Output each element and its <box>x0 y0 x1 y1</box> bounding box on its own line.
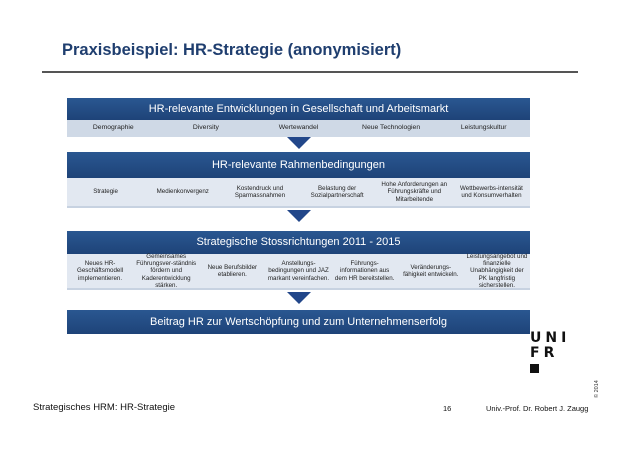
item-leistungsangebot: Leistungsangebot und finanzielle Unabhängigkeit der PK langfristig sicherstellen. <box>466 252 528 289</box>
logo-row-2: FR <box>530 345 559 361</box>
band-conditions-title: HR-relevante Rahmenbedingungen <box>67 152 530 178</box>
item-wertewandel: Wertewandel <box>278 124 319 132</box>
page-title: Praxisbeispiel: HR-Strategie (anonymisiert) <box>62 41 402 59</box>
item-leistungskultur: Leistungskultur <box>460 124 507 132</box>
band-strategy-items <box>67 254 530 290</box>
band-conditions-items <box>67 178 530 208</box>
band-developments-title: HR-relevante Entwicklungen in Gesellschaft und Arbeitsmarkt <box>67 98 530 120</box>
university-logo <box>530 331 574 377</box>
item-medienkonvergenz: Medienkonvergenz <box>156 188 209 196</box>
band-strategy-title: Strategische Stossrichtungen 2011 - 2015 <box>67 231 530 254</box>
footer-author: Univ.-Prof. Dr. Robert J. Zaugg <box>486 404 589 413</box>
item-fuehrungsinformationen: Führungs-informationen aus dem HR bereitstellen. <box>334 260 395 282</box>
band-developments-items <box>67 120 530 137</box>
item-neue-technologien: Neue Technologien <box>362 124 421 132</box>
item-hr-geschaeftsmodell: Neues HR-Geschäftsmodell implementieren. <box>77 260 124 282</box>
item-veraenderungsfaehigkeit: Veränderungs-fähigkeit entwickeln. <box>403 263 459 278</box>
title-divider <box>42 71 578 73</box>
item-anstellungsbedingungen: Anstellungs-bedingungen und JAZ markant vereinfachen. <box>267 260 330 282</box>
down-arrow-icon <box>287 292 311 304</box>
item-berufsbilder: Neue Berufsbilder etablieren. <box>207 263 258 278</box>
down-arrow-icon <box>287 137 311 149</box>
logo-square-icon <box>530 364 539 373</box>
band-contribution-title: Beitrag HR zur Wertschöpfung und zum Unternehmenserfolg <box>67 310 530 334</box>
item-sozialpartnerschaft: Belastung der Sozialpartnerschaft <box>310 184 364 199</box>
item-demographie: Demographie <box>92 124 134 132</box>
down-arrow-icon <box>287 210 311 222</box>
item-wettbewerb: Wettbewerbs-intensität und Konsumverhalten <box>460 184 523 199</box>
item-fuehrungsverstaendnis: Gemeinsames Führungsver-ständnis fördern und Kaderentwicklung stärken. <box>136 252 197 289</box>
copyright-notice: © 2014 <box>594 380 600 398</box>
item-kostendruck: Kostendruck und Sparmassnahmen <box>234 184 286 199</box>
footer-course-title: Strategisches HRM: HR-Strategie <box>33 402 176 413</box>
page-number: 16 <box>443 404 452 413</box>
item-anforderungen: Hohe Anforderungen an Führungskräfte und Mitarbeitende <box>381 181 448 203</box>
item-diversity: Diversity <box>192 124 219 132</box>
item-strategie: Strategie <box>93 188 118 196</box>
logo-row-1: UNI <box>530 330 571 346</box>
